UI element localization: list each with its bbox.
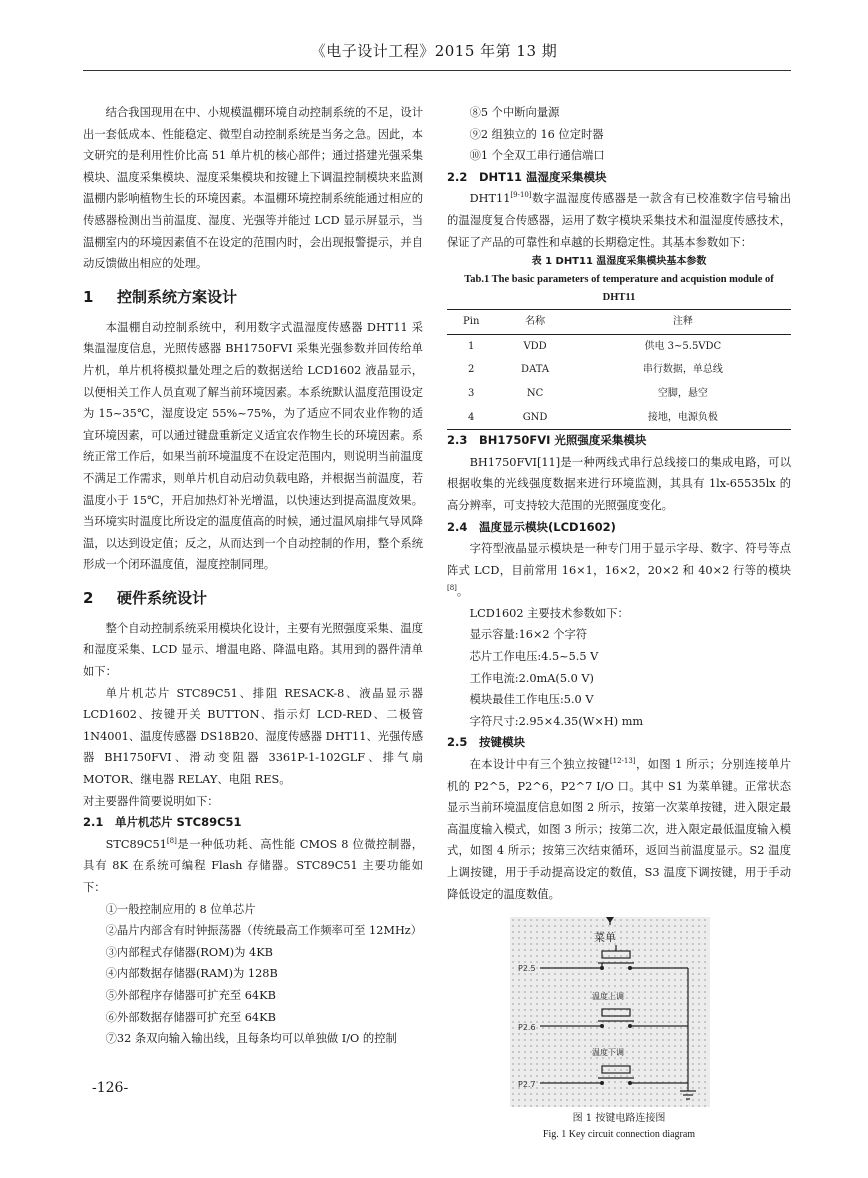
feature-item: ③内部程式存储器(ROM)为 4KB bbox=[105, 945, 273, 959]
text-run: DHT11 bbox=[469, 192, 511, 206]
table-row bbox=[447, 382, 791, 406]
subsection-number: 2.4 bbox=[447, 519, 468, 534]
subsection-2-1-paragraph bbox=[83, 834, 423, 899]
text-run: 是一种低功耗、高性能 CMOS 8 位微控制器，具有 8K 在系统可编程 Flash 存储器。STC89C51 主要功能如下： bbox=[83, 837, 423, 894]
table-cell: 空脚，悬空 bbox=[657, 387, 708, 399]
ground-symbol bbox=[680, 1091, 696, 1099]
figure-caption-en: Fig. 1 Key circuit connection diagram bbox=[542, 1129, 696, 1141]
header-rule bbox=[83, 70, 791, 71]
column-header: 名称 bbox=[495, 310, 574, 335]
subsection-number: 2.5 bbox=[447, 735, 468, 750]
table-cell: NC bbox=[526, 387, 544, 399]
pin-label-p25: P2.5 bbox=[518, 964, 536, 974]
pin-label-p27: P2.7 bbox=[518, 1080, 536, 1090]
label-menu: 菜单 bbox=[594, 931, 616, 945]
feature-item: ⑧5 个中断向量源 bbox=[469, 106, 560, 119]
lcd-spec-item: 模块最佳工作电压:5.0 V bbox=[469, 693, 594, 707]
text-run: ，如图 1 所示；分别连接单片机的 P2^5，P2^6，P2^7 I/O 口。其中 S1 为菜单键。正常状态显示当前环境温度信息如图 2 所示，按第一次菜单按键，进入限定最高温度输入模式，如图 3 所示；按第二次，进入限定最低温度输入模式，如图 4 所示；按第三次结束循环，返回当前温度显示。S2 温度上调按键，用于手动提高设定的数值，S3 温度下调按键，用于手动降低设定的温度数值。 bbox=[447, 758, 791, 901]
feature-item: ⑥外部数据存储器可扩充至 64KB bbox=[105, 1010, 276, 1024]
section-2-paragraph-1: 整个自动控制系统采用模块化设计，主要有光照强度采集、温度和湿度采集、LCD 显示、增温电路、降温电路。其用到的器件清单如下： bbox=[83, 621, 423, 679]
label-temp-up: 温度上调 bbox=[592, 992, 624, 1002]
subsection-number: 2.1 bbox=[83, 815, 104, 830]
lcd-spec-item: 显示容量:16×2 个字符 bbox=[469, 628, 588, 642]
subsection-2-3-paragraph: BH1750FVI[11]是一种两线式串行总线接口的集成电路，可以根据收集的光线强度数据来进行环境监测，其具有 1lx-65535lx 的高分辨率，可支持较大范围的光照强度变化。 bbox=[447, 455, 791, 512]
text-run: 。 bbox=[456, 585, 469, 599]
table-row bbox=[447, 334, 791, 358]
section-1-heading bbox=[83, 285, 423, 309]
subsection-2-4-paragraph bbox=[447, 538, 791, 603]
table-cell: 1 bbox=[468, 340, 475, 352]
temp-up-button-symbol bbox=[540, 1009, 688, 1028]
subsection-2-5-heading bbox=[447, 732, 791, 754]
feature-item: ⑨2 组独立的 16 位定时器 bbox=[469, 127, 604, 141]
section-2-paragraph-3: 对主要器件简要说明如下： bbox=[83, 794, 219, 808]
feature-item: ②晶片内部含有时钟振荡器（传统最高工作频率可至 12MHz） bbox=[105, 924, 423, 938]
feature-item: ④内部数据存储器(RAM)为 128B bbox=[105, 967, 278, 981]
section-2-heading bbox=[83, 586, 423, 610]
table-row bbox=[447, 406, 791, 430]
subsection-2-4-heading bbox=[447, 517, 791, 539]
text-run: 数字温湿度传感器是一款含有已校准数字信号输出的温湿度复合传感器，运用了数字模块采集技术和温湿度传感技术，保证了产品的可靠性和卓越的长期稳定性。其基本参数如下： bbox=[447, 192, 791, 249]
table-caption-en: Tab.1 The basic parameters of temperature and acquistion module of DHT11 bbox=[464, 274, 774, 304]
column-header: Pin bbox=[447, 310, 495, 335]
feature-item: ⑩1 个全双工串行通信端口 bbox=[469, 149, 605, 163]
subsection-title: DHT11 温湿度采集模块 bbox=[479, 169, 607, 184]
citation: [9-10] bbox=[510, 191, 532, 200]
intro-paragraph: 结合我国现用在中、小规模温棚环境自动控制系统的不足，设计出一套低成本、性能稳定、微型自动控制系统是当务之急。因此，本文研究的是利用性价比高 51 单片机的核心部件；通过搭建光强采集模块、温度采集模块、湿度采集模块和按键上下调温控制模块来监测温棚内影响植物生长的环境因素。本温棚环境控制系统能通过相应的传感器检测出当前温度、湿度、光强等并能过 LCD 显示屏显示，当温棚室内的环境因素值不在设定的范围内时，会出现报警提示，并自动反馈做出相应的处理。 bbox=[83, 106, 423, 271]
table-cell: DATA bbox=[521, 364, 550, 376]
key-circuit-figure bbox=[510, 917, 710, 1107]
table-cell: 3 bbox=[468, 387, 475, 399]
feature-item: ①一般控制应用的 8 位单芯片 bbox=[105, 902, 256, 916]
section-title: 控制系统方案设计 bbox=[117, 287, 238, 306]
dht11-parameter-table bbox=[447, 309, 791, 430]
journal-header: 《电子设计工程》2015 年第 13 期 bbox=[310, 42, 558, 60]
citation: [8] bbox=[447, 584, 457, 593]
subsection-2-2-heading bbox=[447, 167, 791, 189]
right-column bbox=[447, 102, 791, 1143]
section-1-paragraph: 本温棚自动控制系统中，利用数字式温湿度传感器 DHT11 采集温湿度信息，光照传感器 BH1750FVI 采集光强参数并回传给单片机，单片机将模拟量处理之后的数据送给 LCD1602 液晶显示，以便相关工作人员直观了解当前环境因素。本系统默认温度范围设定为 15~35℃，湿度设定 55%~75%，为了适应不同农业作物的适宜环境因素，可以通过键盘重新定义适宜农作物生长的环境因素。系统正常工作后，如果当前环境温度不在设定范围内，则说明当前温度不满足工作需求，则单片机自动启动负载电路，并根据当前温度，若温度小于 15℃，开启加热灯补光增温，以快速达到提高温度效果。当环境实时温度比所设定的温度值高的时候，通过温风扇排气导风降温，以达到设定值；反之，从而达到一个自动控制的作用，整个系统形成一个闭环温度值，湿度控制同理。 bbox=[83, 320, 423, 572]
subsection-2-3-heading bbox=[447, 430, 791, 452]
figure-caption-cn: 图 1 按键电路连接图 bbox=[572, 1113, 666, 1125]
subsection-2-1-heading bbox=[83, 812, 423, 834]
citation: [12-13] bbox=[609, 757, 636, 766]
subsection-2-5-paragraph bbox=[447, 754, 791, 905]
menu-button-symbol bbox=[540, 945, 688, 970]
subsection-number: 2.3 bbox=[447, 433, 468, 448]
left-column bbox=[83, 102, 423, 1050]
subsection-number: 2.2 bbox=[447, 169, 468, 184]
subsection-title: 单片机芯片 STC89C51 bbox=[115, 815, 242, 830]
lcd-spec-item: 字符尺寸:2.95×4.35(W×H) mm bbox=[469, 714, 644, 728]
table-header-row bbox=[447, 310, 791, 335]
table-caption-cn: 表 1 DHT11 温湿度采集模块基本参数 bbox=[531, 256, 707, 268]
feature-item: ⑤外部程序存储器可扩充至 64KB bbox=[105, 988, 276, 1002]
key-circuit-diagram bbox=[510, 917, 710, 1107]
lcd-spec-item: 工作电流:2.0mA(5.0 V) bbox=[469, 671, 594, 685]
table-cell: VDD bbox=[523, 340, 547, 352]
table-cell: 接地，电源负极 bbox=[647, 411, 718, 423]
feature-item: ⑦32 条双向输入输出线，且每条均可以单独做 I/O 的控制 bbox=[105, 1032, 397, 1046]
section-number: 1 bbox=[83, 287, 94, 306]
text-run: 在本设计中有三个独立按键 bbox=[469, 758, 610, 772]
table-cell: 4 bbox=[468, 411, 475, 423]
pin-label-p26: P2.6 bbox=[518, 1023, 536, 1033]
citation: [8] bbox=[166, 837, 177, 846]
subsection-title: 按键模块 bbox=[479, 735, 525, 750]
lcd-spec-item: 芯片工作电压:4.5~5.5 V bbox=[469, 650, 599, 664]
section-title: 硬件系统设计 bbox=[117, 588, 208, 607]
column-header: 注释 bbox=[575, 310, 791, 335]
label-temp-down: 温度下调 bbox=[592, 1048, 624, 1058]
temp-down-button-symbol bbox=[540, 1066, 688, 1085]
table-cell: 串行数据，单总线 bbox=[642, 364, 723, 376]
subsection-title: 温度显示模块(LCD1602) bbox=[479, 519, 616, 534]
table-cell: 供电 3~5.5VDC bbox=[644, 340, 722, 352]
table-row bbox=[447, 358, 791, 382]
section-2-paragraph-2: 单片机芯片 STC89C51、排阻 RESACK-8、液晶显示器 LCD1602、按键开关 BUTTON、指示灯 LCD-RED、二极管 1N4001、温度传感器 DS18B20、湿度传感器 DHT11、光强传感器 BH1750FVI、滑动变阻器 3361P-1-102GLF、排气扇 MOTOR、继电器 RELAY、电阻 RES。 bbox=[83, 686, 423, 787]
table-cell: 2 bbox=[468, 364, 475, 376]
text-run: STC89C51 bbox=[105, 837, 167, 851]
subsection-2-2-paragraph bbox=[447, 188, 791, 253]
text-run: 字符型液晶显示模块是一种专门用于显示字母、数字、符号等点阵式 LCD，目前常用 16×1，16×2，20×2 和 40×2 行等的模块 bbox=[447, 542, 791, 577]
table-cell: GND bbox=[522, 411, 548, 423]
subsection-title: BH1750FVI 光照强度采集模块 bbox=[479, 433, 647, 448]
section-number: 2 bbox=[83, 588, 94, 607]
page-number: -126- bbox=[92, 1080, 129, 1096]
lcd-spec-item: LCD1602 主要技术参数如下： bbox=[469, 606, 629, 620]
